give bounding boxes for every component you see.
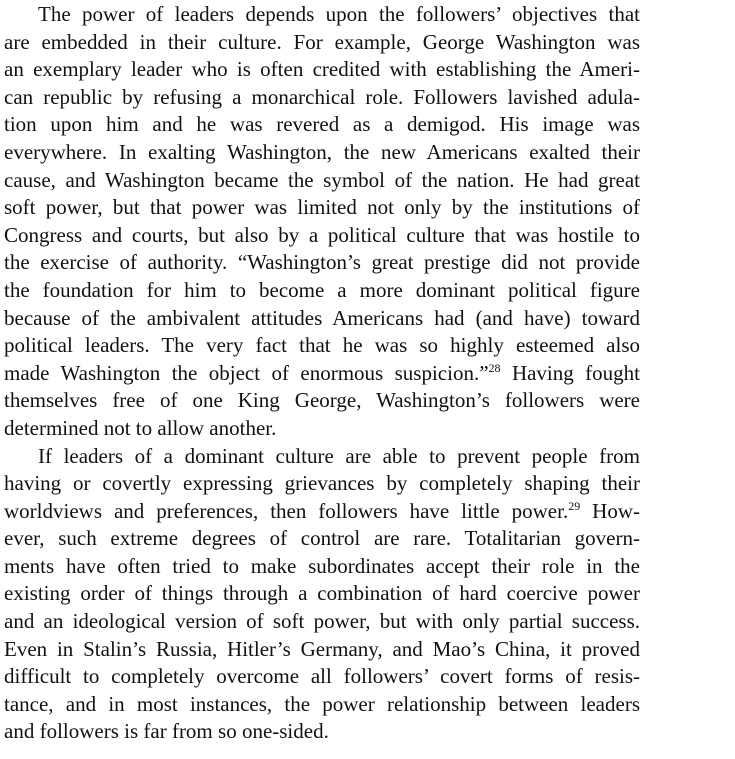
text-line: the exercise of authority. “Washington’s great prestige did not provide [4, 250, 640, 275]
footnote-ref-29[interactable]: 29 [568, 498, 581, 513]
text-line: because of the ambivalent attitudes Americans had (and have) toward [4, 305, 640, 330]
line-text-after-note: Having fought [500, 360, 640, 385]
text-line: determined not to allow another. [4, 415, 277, 440]
text-line: themselves free of one King George, Washington’s followers were [4, 388, 640, 413]
text-line: Congress and courts, but also by a political culture that was hostile to [4, 222, 640, 247]
text-line: tance, and in most instances, the power relationship between leaders [4, 691, 640, 716]
text-line: ments have often tried to make subordinates accept their role in the [4, 553, 640, 578]
text-line: are embedded in their culture. For example, George Washington was [4, 29, 640, 54]
text-line: and an ideological version of soft power, but with only partial success. [4, 609, 640, 634]
text-line: soft power, but that power was limited not only by the institutions of [4, 195, 640, 220]
text-line: everywhere. In exalting Washington, the new Americans exalted their [4, 139, 640, 164]
paragraph [4, 1, 640, 443]
text-line: cause, and Washington became the symbol of the nation. He had great [4, 167, 640, 192]
paragraph [4, 443, 640, 747]
text-line: ever, such extreme degrees of control are rare. Totalitarian govern- [4, 526, 640, 551]
text-line [4, 360, 640, 388]
text-line: the foundation for him to become a more dominant political figure [4, 277, 640, 302]
text-line: The power of leaders depends upon the followers’ objectives that [38, 2, 640, 26]
text-line: an exemplary leader who is often credited with establishing the Ameri- [4, 57, 640, 82]
text-line: and followers is far from so one-sided. [4, 719, 329, 744]
line-text: made Washington the object of enormous suspicion.” [4, 360, 489, 385]
text-line: existing order of things through a combination of hard coercive power [4, 581, 640, 606]
text-line: Even in Stalin’s Russia, Hitler’s Germany, and Mao’s China, it proved [4, 636, 640, 661]
text-line: can republic by refusing a monarchical role. Followers lavished adula- [4, 84, 640, 109]
text-line: having or covertly expressing grievances by completely shaping their [4, 471, 640, 496]
footnote-ref-28[interactable]: 28 [488, 360, 501, 375]
line-text: worldviews and preferences, then followers have little power. [4, 498, 569, 523]
line-text-after-note: How- [580, 498, 640, 523]
document-page [4, 1, 640, 746]
text-line: If leaders of a dominant culture are able to prevent people from [38, 443, 640, 468]
text-line: difficult to completely overcome all followers’ covert forms of resis- [4, 664, 640, 689]
text-line: political leaders. The very fact that he was so highly esteemed also [4, 333, 640, 358]
text-line [4, 498, 640, 526]
text-line: tion upon him and he was revered as a demigod. His image was [4, 112, 640, 137]
